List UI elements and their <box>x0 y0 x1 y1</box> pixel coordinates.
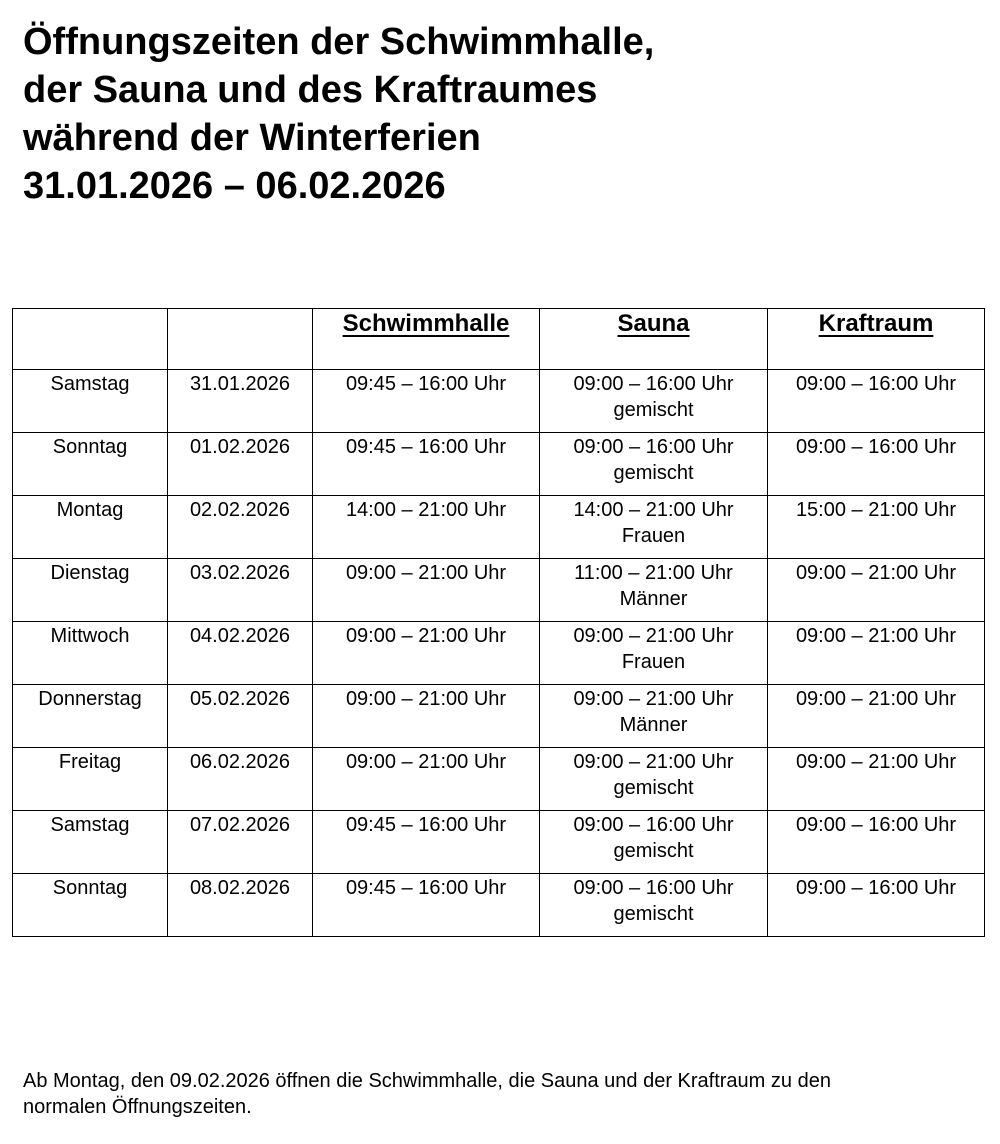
cell-date: 03.02.2026 <box>168 559 313 622</box>
footer-note <box>23 1068 963 1120</box>
cell-sauna <box>540 496 768 559</box>
footer-note-line: normalen Öffnungszeiten. <box>23 1096 252 1118</box>
sauna-group: Männer <box>619 714 688 736</box>
cell-day: Montag <box>13 496 168 559</box>
cell-date: 31.01.2026 <box>168 370 313 433</box>
table-row <box>13 685 985 748</box>
page-title <box>23 18 963 210</box>
sauna-group: gemischt <box>613 903 694 925</box>
cell-date: 02.02.2026 <box>168 496 313 559</box>
cell-kraftraum: 09:00 – 16:00 Uhr <box>768 811 985 874</box>
cell-date: 04.02.2026 <box>168 622 313 685</box>
sauna-time: 11:00 – 21:00 Uhr <box>574 562 733 584</box>
table-row <box>13 496 985 559</box>
cell-kraftraum: 09:00 – 16:00 Uhr <box>768 874 985 937</box>
cell-date: 01.02.2026 <box>168 433 313 496</box>
cell-day: Mittwoch <box>13 622 168 685</box>
cell-day: Sonntag <box>13 874 168 937</box>
cell-sauna <box>540 874 768 937</box>
cell-day: Donnerstag <box>13 685 168 748</box>
cell-sauna <box>540 370 768 433</box>
table-row <box>13 559 985 622</box>
header-schwimmhalle: Schwimmhalle <box>313 309 540 370</box>
cell-kraftraum: 09:00 – 21:00 Uhr <box>768 748 985 811</box>
cell-kraftraum: 09:00 – 21:00 Uhr <box>768 685 985 748</box>
table-row <box>13 874 985 937</box>
footer-note-line: Ab Montag, den 09.02.2026 öffnen die Schwimmhalle, die Sauna und der Kraftraum zu den <box>23 1070 831 1092</box>
cell-sauna <box>540 622 768 685</box>
sauna-group: gemischt <box>613 462 694 484</box>
table-row <box>13 811 985 874</box>
sauna-group: gemischt <box>613 777 694 799</box>
sauna-group: Frauen <box>621 525 686 547</box>
sauna-time: 09:00 – 16:00 Uhr <box>573 814 734 836</box>
sauna-group: gemischt <box>613 399 694 421</box>
sauna-group: Männer <box>619 588 688 610</box>
cell-sauna <box>540 811 768 874</box>
cell-day: Dienstag <box>13 559 168 622</box>
table-row <box>13 622 985 685</box>
cell-schwimmhalle: 09:45 – 16:00 Uhr <box>313 433 540 496</box>
cell-kraftraum: 15:00 – 21:00 Uhr <box>768 496 985 559</box>
table-row <box>13 370 985 433</box>
cell-date: 08.02.2026 <box>168 874 313 937</box>
cell-kraftraum: 09:00 – 21:00 Uhr <box>768 622 985 685</box>
cell-day: Samstag <box>13 811 168 874</box>
sauna-group: Frauen <box>621 651 686 673</box>
title-line: Öffnungszeiten der Schwimmhalle, <box>23 21 655 63</box>
cell-schwimmhalle: 09:00 – 21:00 Uhr <box>313 685 540 748</box>
title-line-date-range: 31.01.2026 – 06.02.2026 <box>23 165 446 207</box>
cell-day: Sonntag <box>13 433 168 496</box>
sauna-group: gemischt <box>613 840 694 862</box>
cell-schwimmhalle: 09:00 – 21:00 Uhr <box>313 748 540 811</box>
header-sauna: Sauna <box>540 309 768 370</box>
cell-day: Samstag <box>13 370 168 433</box>
cell-sauna <box>540 685 768 748</box>
header-day <box>13 309 168 370</box>
cell-schwimmhalle: 09:45 – 16:00 Uhr <box>313 874 540 937</box>
cell-sauna <box>540 433 768 496</box>
sauna-time: 09:00 – 16:00 Uhr <box>573 373 734 395</box>
cell-schwimmhalle: 14:00 – 21:00 Uhr <box>313 496 540 559</box>
cell-kraftraum: 09:00 – 16:00 Uhr <box>768 370 985 433</box>
cell-schwimmhalle: 09:45 – 16:00 Uhr <box>313 811 540 874</box>
cell-date: 07.02.2026 <box>168 811 313 874</box>
header-date <box>168 309 313 370</box>
title-line: während der Winterferien <box>23 117 481 159</box>
cell-date: 06.02.2026 <box>168 748 313 811</box>
cell-schwimmhalle: 09:00 – 21:00 Uhr <box>313 622 540 685</box>
sauna-time: 09:00 – 16:00 Uhr <box>573 436 734 458</box>
title-line: der Sauna und des Kraftraumes <box>23 69 598 111</box>
cell-schwimmhalle: 09:00 – 21:00 Uhr <box>313 559 540 622</box>
sauna-time: 09:00 – 21:00 Uhr <box>573 688 734 710</box>
opening-hours-table <box>12 308 985 937</box>
table-row <box>13 748 985 811</box>
header-kraftraum: Kraftraum <box>768 309 985 370</box>
cell-sauna <box>540 559 768 622</box>
sauna-time: 09:00 – 16:00 Uhr <box>573 877 734 899</box>
cell-schwimmhalle: 09:45 – 16:00 Uhr <box>313 370 540 433</box>
table-header-row <box>13 309 985 370</box>
sauna-time: 14:00 – 21:00 Uhr <box>573 499 734 521</box>
cell-kraftraum: 09:00 – 21:00 Uhr <box>768 559 985 622</box>
sauna-time: 09:00 – 21:00 Uhr <box>573 625 734 647</box>
cell-kraftraum: 09:00 – 16:00 Uhr <box>768 433 985 496</box>
cell-day: Freitag <box>13 748 168 811</box>
sauna-time: 09:00 – 21:00 Uhr <box>573 751 734 773</box>
table-row <box>13 433 985 496</box>
table-body <box>13 370 985 937</box>
cell-sauna <box>540 748 768 811</box>
cell-date: 05.02.2026 <box>168 685 313 748</box>
